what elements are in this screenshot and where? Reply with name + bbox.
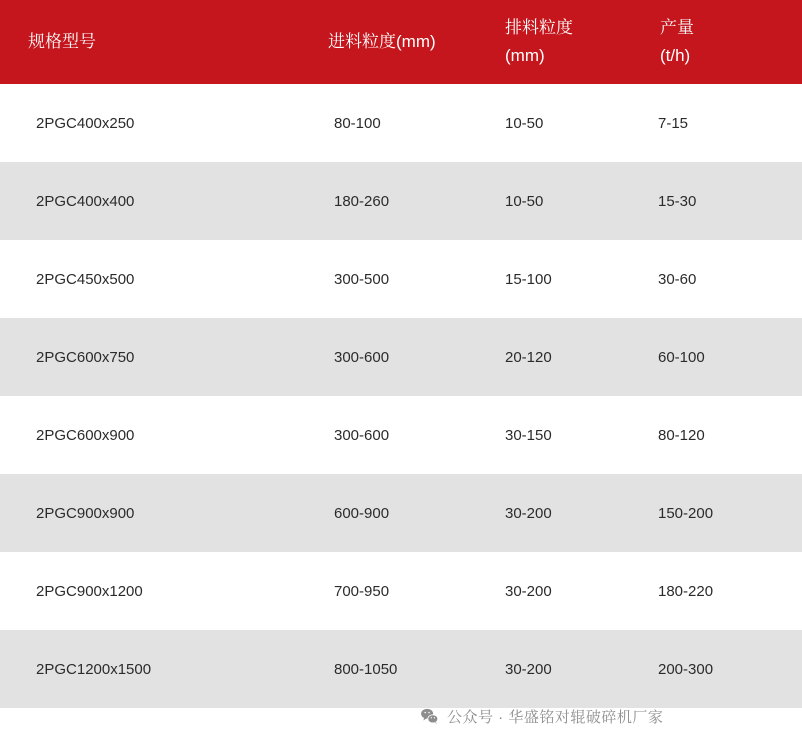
column-header-capacity — [626, 0, 802, 84]
cell-discharge-size: 15-100 — [471, 240, 626, 318]
column-header-discharge-size — [471, 0, 626, 84]
cell-discharge-size: 30-200 — [471, 630, 626, 708]
cell-discharge-size: 30-150 — [471, 396, 626, 474]
watermark — [420, 706, 663, 727]
table-row — [0, 552, 802, 630]
table-row — [0, 630, 802, 708]
cell-capacity: 60-100 — [626, 318, 802, 396]
wechat-icon — [420, 707, 439, 726]
cell-capacity: 150-200 — [626, 474, 802, 552]
cell-feed-size: 600-900 — [294, 474, 471, 552]
table-row — [0, 396, 802, 474]
cell-feed-size: 700-950 — [294, 552, 471, 630]
cell-feed-size: 300-500 — [294, 240, 471, 318]
cell-model: 2PGC400x400 — [0, 162, 294, 240]
cell-capacity: 200-300 — [626, 630, 802, 708]
cell-model: 2PGC600x900 — [0, 396, 294, 474]
column-header-discharge-size-line2: (mm) — [505, 46, 545, 65]
cell-capacity: 180-220 — [626, 552, 802, 630]
cell-capacity: 80-120 — [626, 396, 802, 474]
cell-capacity: 30-60 — [626, 240, 802, 318]
column-header-feed-size — [294, 0, 471, 84]
table-row — [0, 318, 802, 396]
cell-discharge-size: 30-200 — [471, 552, 626, 630]
table-row — [0, 162, 802, 240]
table-body — [0, 84, 802, 708]
table-row — [0, 240, 802, 318]
cell-capacity: 7-15 — [626, 84, 802, 162]
column-header-capacity-line1: 产量 — [660, 18, 694, 37]
table-row — [0, 474, 802, 552]
cell-feed-size: 180-260 — [294, 162, 471, 240]
column-header-model — [0, 0, 294, 84]
cell-feed-size: 80-100 — [294, 84, 471, 162]
cell-feed-size: 300-600 — [294, 396, 471, 474]
table-row — [0, 84, 802, 162]
cell-discharge-size: 10-50 — [471, 162, 626, 240]
column-header-model-line1: 规格型号 — [28, 32, 96, 51]
cell-model: 2PGC900x900 — [0, 474, 294, 552]
cell-discharge-size: 10-50 — [471, 84, 626, 162]
cell-model: 2PGC400x250 — [0, 84, 294, 162]
watermark-text: 公众号 · 华盛铭对辊破碎机厂家 — [447, 709, 664, 726]
cell-model: 2PGC900x1200 — [0, 552, 294, 630]
cell-model: 2PGC450x500 — [0, 240, 294, 318]
column-header-feed-size-line1: 进料粒度(mm) — [328, 32, 436, 51]
cell-discharge-size: 30-200 — [471, 474, 626, 552]
cell-feed-size: 800-1050 — [294, 630, 471, 708]
cell-discharge-size: 20-120 — [471, 318, 626, 396]
cell-model: 2PGC600x750 — [0, 318, 294, 396]
table-header-row — [0, 0, 802, 84]
column-header-capacity-line2: (t/h) — [660, 46, 691, 65]
table-header — [0, 0, 802, 84]
cell-capacity: 15-30 — [626, 162, 802, 240]
cell-feed-size: 300-600 — [294, 318, 471, 396]
cell-model: 2PGC1200x1500 — [0, 630, 294, 708]
column-header-discharge-size-line1: 排料粒度 — [505, 18, 573, 37]
